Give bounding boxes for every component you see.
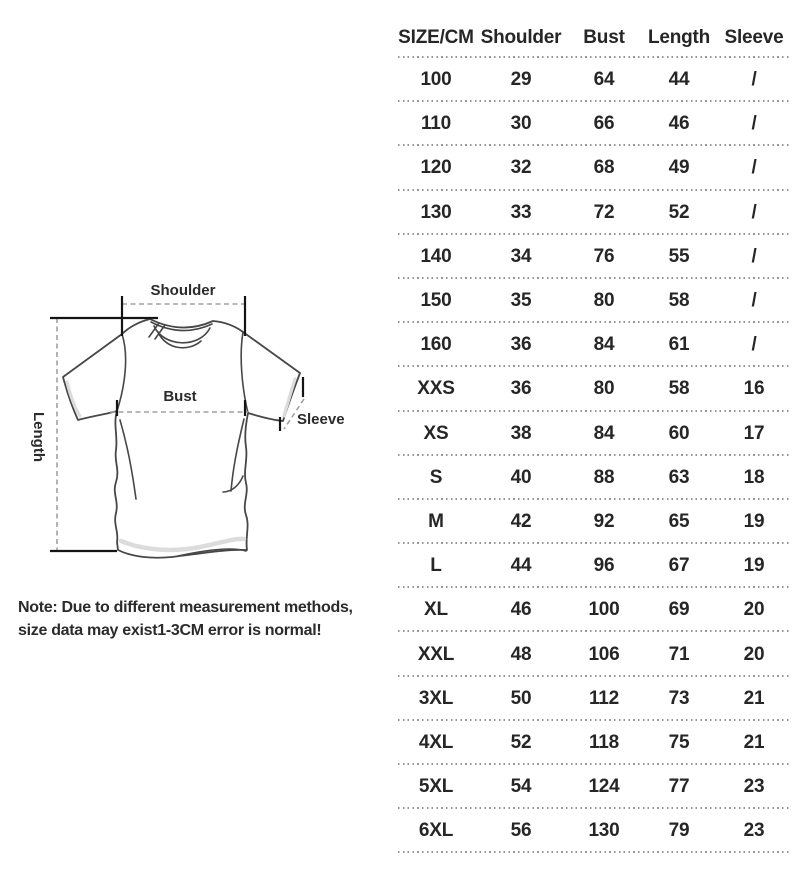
tshirt-outline <box>63 319 300 558</box>
size-cell: XXS <box>417 378 455 400</box>
size-cell: 16 <box>743 378 765 400</box>
measurement-note <box>18 596 378 642</box>
size-cell: 100 <box>588 599 620 621</box>
size-row-5xl <box>398 765 790 809</box>
size-cell: 77 <box>668 776 690 798</box>
size-row-150 <box>398 279 790 323</box>
size-cell: 80 <box>593 378 615 400</box>
size-cell: 50 <box>510 687 532 709</box>
size-cell: 4XL <box>418 731 454 753</box>
column-header-bust: Bust <box>583 27 625 48</box>
size-cell: 130 <box>588 820 620 842</box>
column-header-sleeve: Sleeve <box>724 27 784 48</box>
size-cell: 150 <box>420 290 452 312</box>
size-row-xxl <box>398 632 790 676</box>
size-cell: 92 <box>593 510 615 532</box>
size-cell: 52 <box>668 201 690 223</box>
size-cell: 84 <box>593 334 615 356</box>
size-row-l <box>398 544 790 588</box>
size-cell: / <box>751 69 757 91</box>
size-cell: 54 <box>510 776 532 798</box>
size-cell: 112 <box>588 687 620 709</box>
note-line-2: size data may exist1-3CM error is normal! <box>18 622 322 639</box>
column-header-size: SIZE/CM <box>398 27 474 48</box>
size-cell: 36 <box>510 378 532 400</box>
size-row-120 <box>398 146 790 190</box>
size-cell: 32 <box>510 157 532 179</box>
size-cell: / <box>751 334 757 356</box>
size-cell: 30 <box>510 113 532 135</box>
size-cell: 20 <box>743 643 765 665</box>
size-row-4xl <box>398 721 790 765</box>
size-row-m <box>398 500 790 544</box>
size-cell: L <box>430 555 442 577</box>
size-cell: / <box>751 201 757 223</box>
size-cell: 76 <box>593 245 615 267</box>
size-row-110 <box>398 102 790 146</box>
size-cell: / <box>751 157 757 179</box>
size-cell: 36 <box>510 334 532 356</box>
size-cell: 66 <box>593 113 615 135</box>
size-row-xl <box>398 588 790 632</box>
size-cell: 106 <box>588 643 620 665</box>
size-row-160 <box>398 323 790 367</box>
size-table-body <box>398 58 790 853</box>
size-cell: 49 <box>668 157 690 179</box>
size-cell: 96 <box>593 555 615 577</box>
size-table-header-row <box>398 18 790 58</box>
size-cell: 120 <box>420 157 452 179</box>
size-cell: 75 <box>668 731 690 753</box>
size-cell: 46 <box>668 113 690 135</box>
size-cell: 65 <box>668 510 690 532</box>
size-row-140 <box>398 235 790 279</box>
size-row-xxs <box>398 367 790 411</box>
column-header-shoulder: Shoulder <box>480 27 562 48</box>
length-label: Length <box>30 412 47 462</box>
size-row-xs <box>398 412 790 456</box>
size-cell: 23 <box>743 776 765 798</box>
size-cell: 35 <box>510 290 532 312</box>
size-cell: 38 <box>510 422 532 444</box>
size-cell: 88 <box>593 466 615 488</box>
size-cell: 140 <box>420 245 452 267</box>
size-table <box>398 18 790 853</box>
size-cell: 124 <box>588 776 620 798</box>
size-cell: 68 <box>593 157 615 179</box>
size-row-6xl <box>398 809 790 853</box>
size-cell: 42 <box>510 510 532 532</box>
size-row-s <box>398 456 790 500</box>
size-cell: 21 <box>743 731 765 753</box>
size-cell: 72 <box>593 201 615 223</box>
size-cell: 34 <box>510 245 532 267</box>
size-cell: 160 <box>420 334 452 356</box>
size-cell: 56 <box>510 820 532 842</box>
size-cell: 58 <box>668 378 690 400</box>
size-cell: 63 <box>668 466 690 488</box>
size-cell: 19 <box>743 510 765 532</box>
size-cell: 40 <box>510 466 532 488</box>
size-cell: 20 <box>743 599 765 621</box>
size-cell: / <box>751 245 757 267</box>
size-cell: 55 <box>668 245 690 267</box>
size-cell: 18 <box>743 466 765 488</box>
size-cell: 118 <box>588 731 620 753</box>
size-cell: 79 <box>668 820 690 842</box>
size-cell: 73 <box>668 687 690 709</box>
size-cell: 52 <box>510 731 532 753</box>
size-cell: 100 <box>420 69 452 91</box>
size-cell: 29 <box>510 69 532 91</box>
size-cell: XL <box>424 599 448 621</box>
size-cell: 110 <box>420 113 452 135</box>
size-cell: 58 <box>668 290 690 312</box>
tshirt-diagram <box>0 270 360 590</box>
size-row-100 <box>398 58 790 102</box>
size-row-3xl <box>398 677 790 721</box>
size-cell: 48 <box>510 643 532 665</box>
size-cell: 44 <box>668 69 690 91</box>
size-cell: 33 <box>510 201 532 223</box>
size-cell: 5XL <box>418 776 454 798</box>
size-cell: 6XL <box>418 820 454 842</box>
note-line-1: Note: Due to different measurement methods, <box>18 599 353 616</box>
size-row-130 <box>398 191 790 235</box>
size-cell: 17 <box>743 422 765 444</box>
size-cell: / <box>751 113 757 135</box>
size-cell: 64 <box>593 69 615 91</box>
size-cell: XXL <box>417 643 455 665</box>
size-cell: 84 <box>593 422 615 444</box>
size-cell: M <box>428 510 444 532</box>
size-cell: 3XL <box>418 687 454 709</box>
bust-label: Bust <box>163 388 197 405</box>
size-cell: S <box>429 466 443 488</box>
size-cell: 71 <box>668 643 690 665</box>
size-cell: 46 <box>510 599 532 621</box>
size-cell: 61 <box>668 334 690 356</box>
shoulder-label: Shoulder <box>150 282 216 299</box>
size-cell: 80 <box>593 290 615 312</box>
size-cell: / <box>751 290 757 312</box>
size-cell: 23 <box>743 820 765 842</box>
size-cell: 69 <box>668 599 690 621</box>
size-cell: XS <box>423 422 449 444</box>
sleeve-label: Sleeve <box>297 411 345 428</box>
size-cell: 60 <box>668 422 690 444</box>
size-cell: 19 <box>743 555 765 577</box>
size-cell: 67 <box>668 555 690 577</box>
column-header-length: Length <box>647 27 711 48</box>
size-cell: 21 <box>743 687 765 709</box>
size-cell: 44 <box>510 555 532 577</box>
size-cell: 130 <box>420 201 452 223</box>
